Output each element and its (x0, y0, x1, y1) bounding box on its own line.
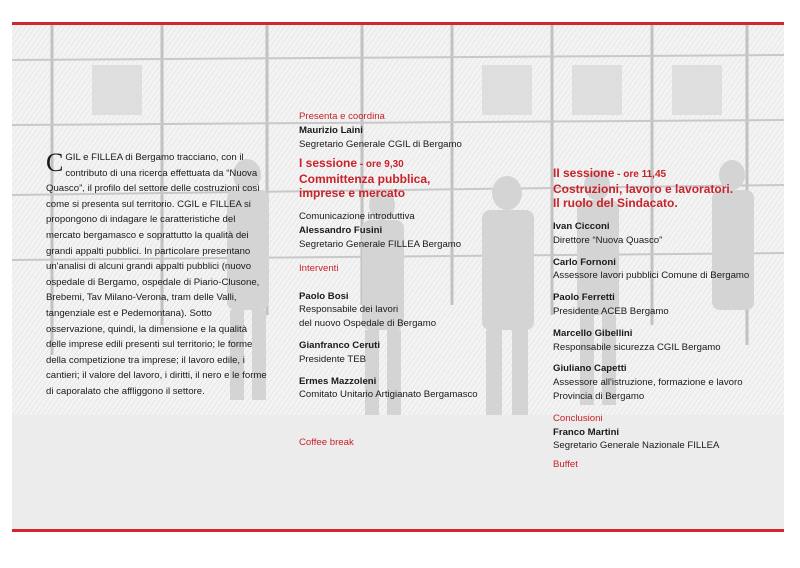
speaker-name: Ermes Mazzoleni (299, 375, 377, 387)
speaker-entry (299, 290, 529, 331)
first-session-column (299, 110, 529, 450)
speaker-name: Marcello Gibellini (553, 327, 633, 339)
session-2-title-line-2: Il ruolo del Sindacato. (553, 196, 678, 210)
speaker-name: Gianfranco Ceruti (299, 339, 381, 351)
session-1-title-line-1: Committenza pubblica, (299, 172, 431, 187)
second-session-column (553, 166, 793, 472)
conclusions-label: Conclusioni (553, 412, 603, 424)
intro-talk-speaker: Alessandro Fusini (299, 225, 383, 237)
speaker-role-line-2: del nuovo Ospedale di Bergamo (299, 318, 437, 330)
speaker-role: Responsabile dei lavori (299, 304, 399, 316)
conclusions-role: Segretario Generale Nazionale FILLEA (553, 440, 720, 452)
top-red-rule (12, 22, 784, 25)
buffet-label: Buffet (553, 459, 578, 471)
coordinator-role: Segretario Generale CGIL di Bergamo (299, 138, 462, 150)
intro-talk-role: Segretario Generale FILLEA Bergamo (299, 238, 462, 250)
speaker-name: Carlo Fornoni (553, 256, 616, 268)
session-2-title-line-1: Costruzioni, lavoro e lavoratori. (553, 182, 734, 196)
speaker-role: Comitato Unitario Artigianato Bergamasco (299, 389, 478, 401)
session-1-time: - ore 9,30 (357, 159, 404, 171)
coordinator-label: Presenta e coordina (299, 111, 385, 122)
session-2-heading (553, 166, 793, 182)
speaker-entry (553, 327, 793, 355)
speaker-name: Ivan Cicconi (553, 221, 610, 232)
speaker-role: Presidente TEB (299, 353, 367, 365)
speaker-role: Responsabile sicurezza CGIL Bergamo (553, 341, 721, 353)
speaker-entry (553, 362, 793, 403)
speaker-entry (299, 375, 529, 403)
session-2-time: - ore 11,45 (614, 169, 667, 180)
speaker-name: Giuliano Capetti (553, 363, 627, 375)
speaker-entry (299, 339, 529, 367)
speaker-role: Assessore all'istruzione, formazione e lavoro (553, 377, 743, 389)
coffee-break-label: Coffee break (299, 437, 354, 449)
intro-drop-letter: C (46, 148, 64, 177)
speaker-entry (553, 256, 793, 284)
speaker-role: Assessore lavori pubblici Comune di Bergamo (553, 270, 750, 282)
session-1-label: I sessione (299, 156, 358, 171)
intro-text: GIL e FILLEA di Bergamo tracciano, con il contributo di una ricerca effettuata da “Nuova Quasco”, il profilo del settore delle costruzioni così come si presenta sul territorio. CGIL e FILLEA si propongono di indagare le caratteristiche del mercato bergamasco e soprattutto la qualità dei grandi appalti pubblici. In particolare presentano un'analisi di alcuni grandi appalti pubblici (nuovo ospedale di Bergamo, ospedale di Piario-Clusone, Brebemi, Tav Milano-Verona, tram delle Valli, tangenziale est e Pedemontana). Sotto osservazione, quindi, la dimensione e la qualità delle imprese edili presenti sul territorio; le forme della competizione tra imprese; il lavoro edile, i cantieri; il valore del lavoro, i diritti, il nero e le forme di caporalato che affliggono il settore. (46, 152, 267, 397)
speaker-entry (553, 220, 793, 248)
bottom-red-rule (12, 529, 784, 532)
speaker-name: Paolo Bosi (299, 290, 349, 302)
session-1-title-line-2: imprese e mercato (299, 186, 406, 201)
speaker-role-line-2: Provincia di Bergamo (553, 390, 645, 402)
speaker-role: Presidente ACEB Bergamo (553, 305, 669, 317)
intro-column (46, 150, 268, 400)
speaker-entry (553, 291, 793, 319)
session-1-heading (299, 156, 529, 172)
speaker-name: Paolo Ferretti (553, 292, 615, 304)
conclusions-speaker: Franco Martini (553, 426, 620, 438)
speaker-role: Direttore “Nuova Quasco” (553, 234, 663, 246)
intro-talk-label: Comunicazione introduttiva (299, 211, 415, 223)
interventi-label: Interventi (299, 262, 339, 274)
coordinator-name: Maurizio Laini (299, 124, 363, 136)
session-2-label: II sessione (553, 166, 615, 180)
